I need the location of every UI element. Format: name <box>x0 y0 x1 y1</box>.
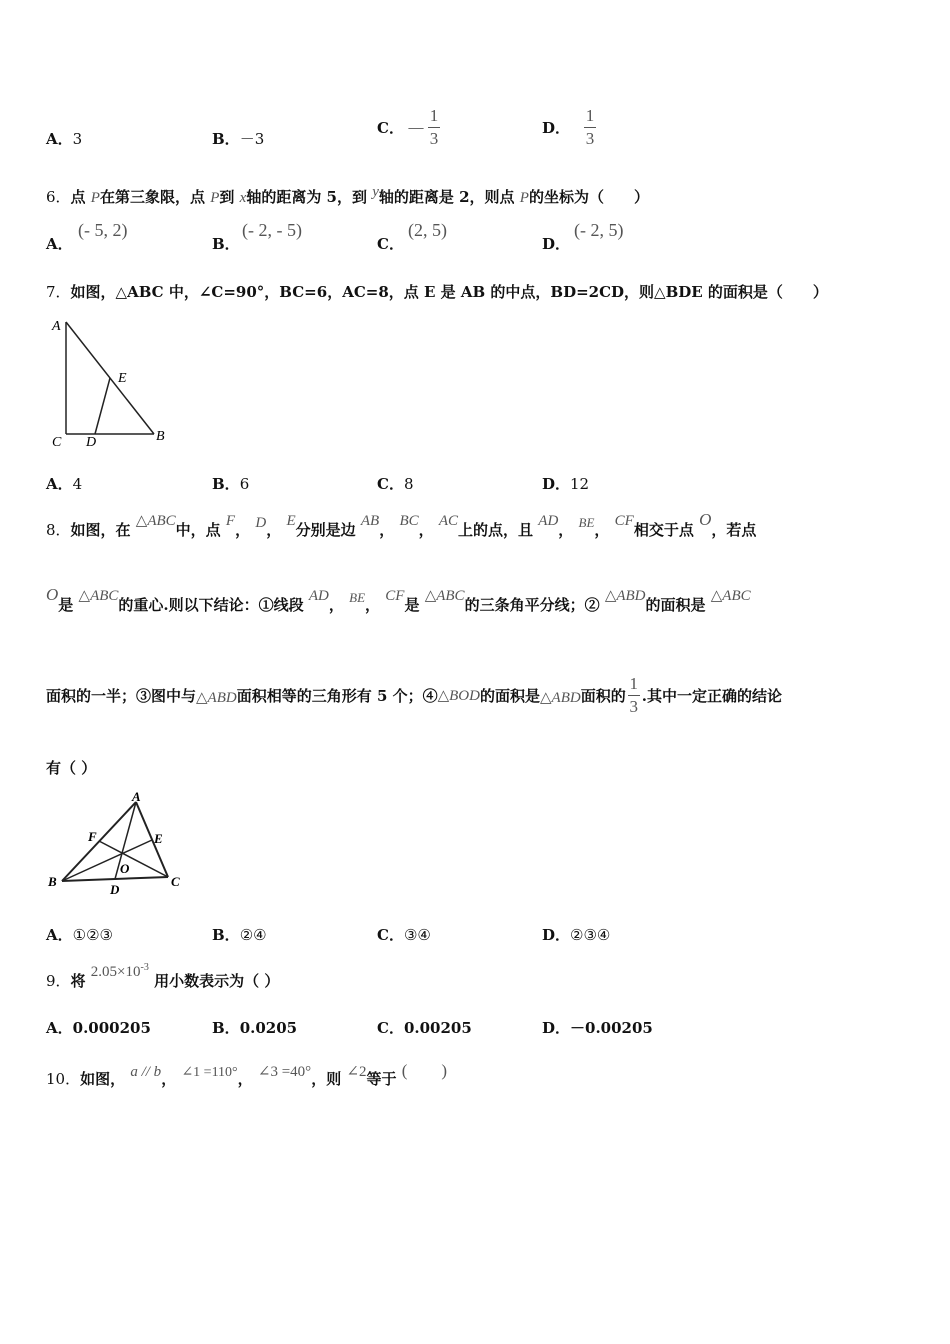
q9-option-d: D．－0.00205 <box>542 1019 653 1037</box>
q6-option-a-letter: A． <box>46 235 73 253</box>
q5-option-b: B．－3 <box>212 130 265 148</box>
q8-label-c: C <box>171 874 180 889</box>
q7-option-d: D．12 <box>542 475 590 493</box>
q5-d-fraction: $\frac{1}{3}$ <box>585 105 595 148</box>
q8-option-b: B．②④ <box>212 926 267 944</box>
q9-option-a: A．0.000205 <box>46 1019 151 1037</box>
q6-option-b: (- 2, - 5) <box>242 220 302 240</box>
q5-option-a: A．3 <box>46 130 83 148</box>
q5-c-fraction: $\frac{1}{3}$ <box>429 105 439 148</box>
q7-label-b: B <box>156 429 165 444</box>
q6-option-c-letter: C． <box>377 235 404 253</box>
q8-option-c: C．③④ <box>377 926 431 944</box>
q7-label-d: D <box>86 435 97 450</box>
q6-option-b-letter: B． <box>212 235 240 253</box>
q7-segment-de <box>95 378 110 434</box>
q6-option-d-letter: D． <box>542 235 571 253</box>
q8-option-a: A．①②③ <box>46 926 113 944</box>
q9-stem: 9．将 $2.05\times 10^{-3}$ 用小数表示为（ ） <box>46 962 280 990</box>
q8-label-b: B <box>48 874 57 889</box>
q8-option-d: D．②③④ <box>542 926 611 944</box>
q8-line-3: 面积的一半；③图中与 △ABD 面积相等的三角形有 5 个；④ △BOD 的面积是 △ABD 面积的 $\frac{1}{3}$ .其中一定正确的结论 <box>46 673 782 716</box>
q9-expression: $2.05\times 10^{-3}$ <box>90 962 149 980</box>
q9-option-b: B．0.0205 <box>212 1019 298 1037</box>
q7-label-e: E <box>118 371 127 386</box>
q8-line-1: 8．如图，在 △ABC中，点 F， D， E分别是边 AB， BC， AC上的点，且 AD， BE， CF相交于点 O，若点 <box>46 510 757 539</box>
q7-figure <box>46 312 176 452</box>
q8-figure <box>46 788 191 898</box>
q7-option-b: B．6 <box>212 475 250 493</box>
q6-stem: 6．点 P在第三象限，点 P到 x轴的距离为 5，到 y轴的距离是 2，则点 P的坐标为（ ） <box>46 184 649 206</box>
q8-fraction: $\frac{1}{3}$ <box>629 673 638 716</box>
q8-segment-ac <box>136 802 168 877</box>
q6-option-c: (2, 5) <box>408 220 447 240</box>
q8-line-4: 有（ ） <box>46 759 97 777</box>
q5-option-c: C． － $\frac{1}{3}$ <box>377 105 439 148</box>
q8-label-f: F <box>88 829 97 844</box>
q8-line-2: O是 △ABC的重心.则以下结论：①线段 AD， BE， CF是 △ABC的三条角平分线；② △ABD的面积是 △ABC <box>46 585 751 614</box>
q7-label-a: A <box>52 319 61 334</box>
q7-stem: 7．如图，△ABC 中，∠C=90°，BC=6，AC=8，点 E 是 AB 的中点，BD=2CD，则△BDE 的面积是（ ） <box>46 283 828 301</box>
q5-option-d: D． $\frac{1}{3}$ <box>542 105 595 148</box>
q8-label-e: E <box>154 831 163 846</box>
q6-option-d: (- 2, 5) <box>574 220 624 240</box>
q8-label-a: A <box>132 789 141 804</box>
q7-option-a: A．4 <box>46 475 83 493</box>
q8-label-d: D <box>110 882 120 897</box>
q10-stem: 10．如图， a // b， ∠1 =110°， ∠3 =40°，则 ∠2等于 ( ) <box>46 1061 448 1088</box>
q7-label-c: C <box>52 435 62 450</box>
q8-label-o: O <box>120 861 130 876</box>
q9-option-c: C．0.00205 <box>377 1019 472 1037</box>
q7-option-c: C．8 <box>377 475 414 493</box>
q6-option-a: (- 5, 2) <box>78 220 128 240</box>
q8-segment-be <box>62 840 152 881</box>
